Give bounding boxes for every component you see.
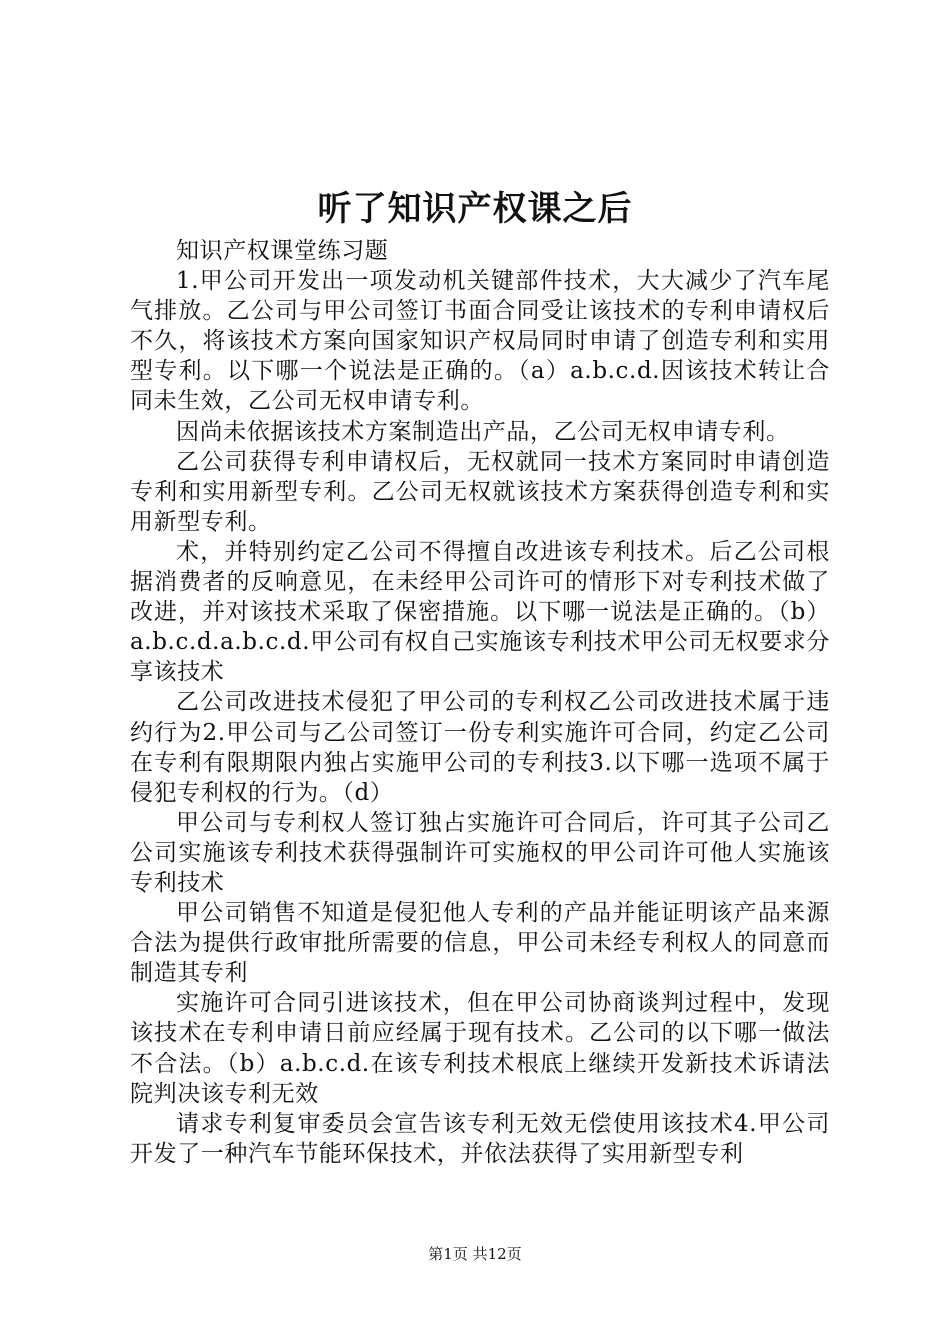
paragraph: 1.甲公司开发出一项发动机关键部件技术，大大减少了汽车尾气排放。乙公司与甲公司签订书面合同受让该技术的专利申请权后不久，将该技术方案向国家知识产权局同时申请了创造专利和实用型专利。以下哪一个说法是正确的。（a）a.b.c.d.因该技术转让合同未生效，乙公司无权申请专利。 [130, 268, 830, 415]
paragraph: 术，并特别约定乙公司不得擅自改进该专利技术。后乙公司根据消费者的反响意见，在未经甲公司许可的情形下对专利技术做了改进，并对该技术采取了保密措施。以下哪一说法是正确的。（b）a.b.c.d.a.b.c.d.甲公司有权自己实施该专利技术甲公司无权要求分享该技术 [130, 538, 830, 686]
paragraph: 甲公司销售不知道是侵犯他人专利的产品并能证明该产品来源合法为提供行政审批所需要的信息，甲公司未经专利权人的同意而制造其专利 [130, 900, 830, 987]
paragraph: 实施许可合同引进该技术，但在甲公司协商谈判过程中，发现该技术在专利申请日前应经属于现有技术。乙公司的以下哪一做法不合法。（b）a.b.c.d.在该专利技术根底上继续开发新技术诉请法院判决该专利无效 [130, 990, 830, 1107]
paragraph: 甲公司与专利权人签订独占实施许可合同后，许可其子公司乙公司实施该专利技术获得强制许可实施权的甲公司许可他人实施该专利技术 [130, 809, 830, 896]
document-body [130, 236, 830, 1169]
document-title: 听了知识产权课之后 [317, 189, 633, 229]
paragraph: 乙公司获得专利申请权后，无权就同一技术方案同时申请创造专利和实用新型专利。乙公司无权就该技术方案获得创造专利和实用新型专利。 [130, 448, 830, 535]
paragraph: 乙公司改进技术侵犯了甲公司的专利权乙公司改进技术属于违约行为2.甲公司与乙公司签订一份专利实施许可合同，约定乙公司在专利有限期限内独占实施甲公司的专利技3.以下哪一选项不属于侵犯专利权的行为。（d） [130, 689, 830, 806]
page-number-footer: 第1页 共12页 [428, 1245, 522, 1263]
paragraph-heading: 知识产权课堂练习题 [176, 238, 389, 264]
paragraph: 请求专利复审委员会宣告该专利无效无偿使用该技术4.甲公司开发了一种汽车节能环保技术，并依法获得了实用新型专利 [130, 1110, 830, 1167]
paragraph: 因尚未依据该技术方案制造出产品，乙公司无权申请专利。 [176, 418, 790, 445]
